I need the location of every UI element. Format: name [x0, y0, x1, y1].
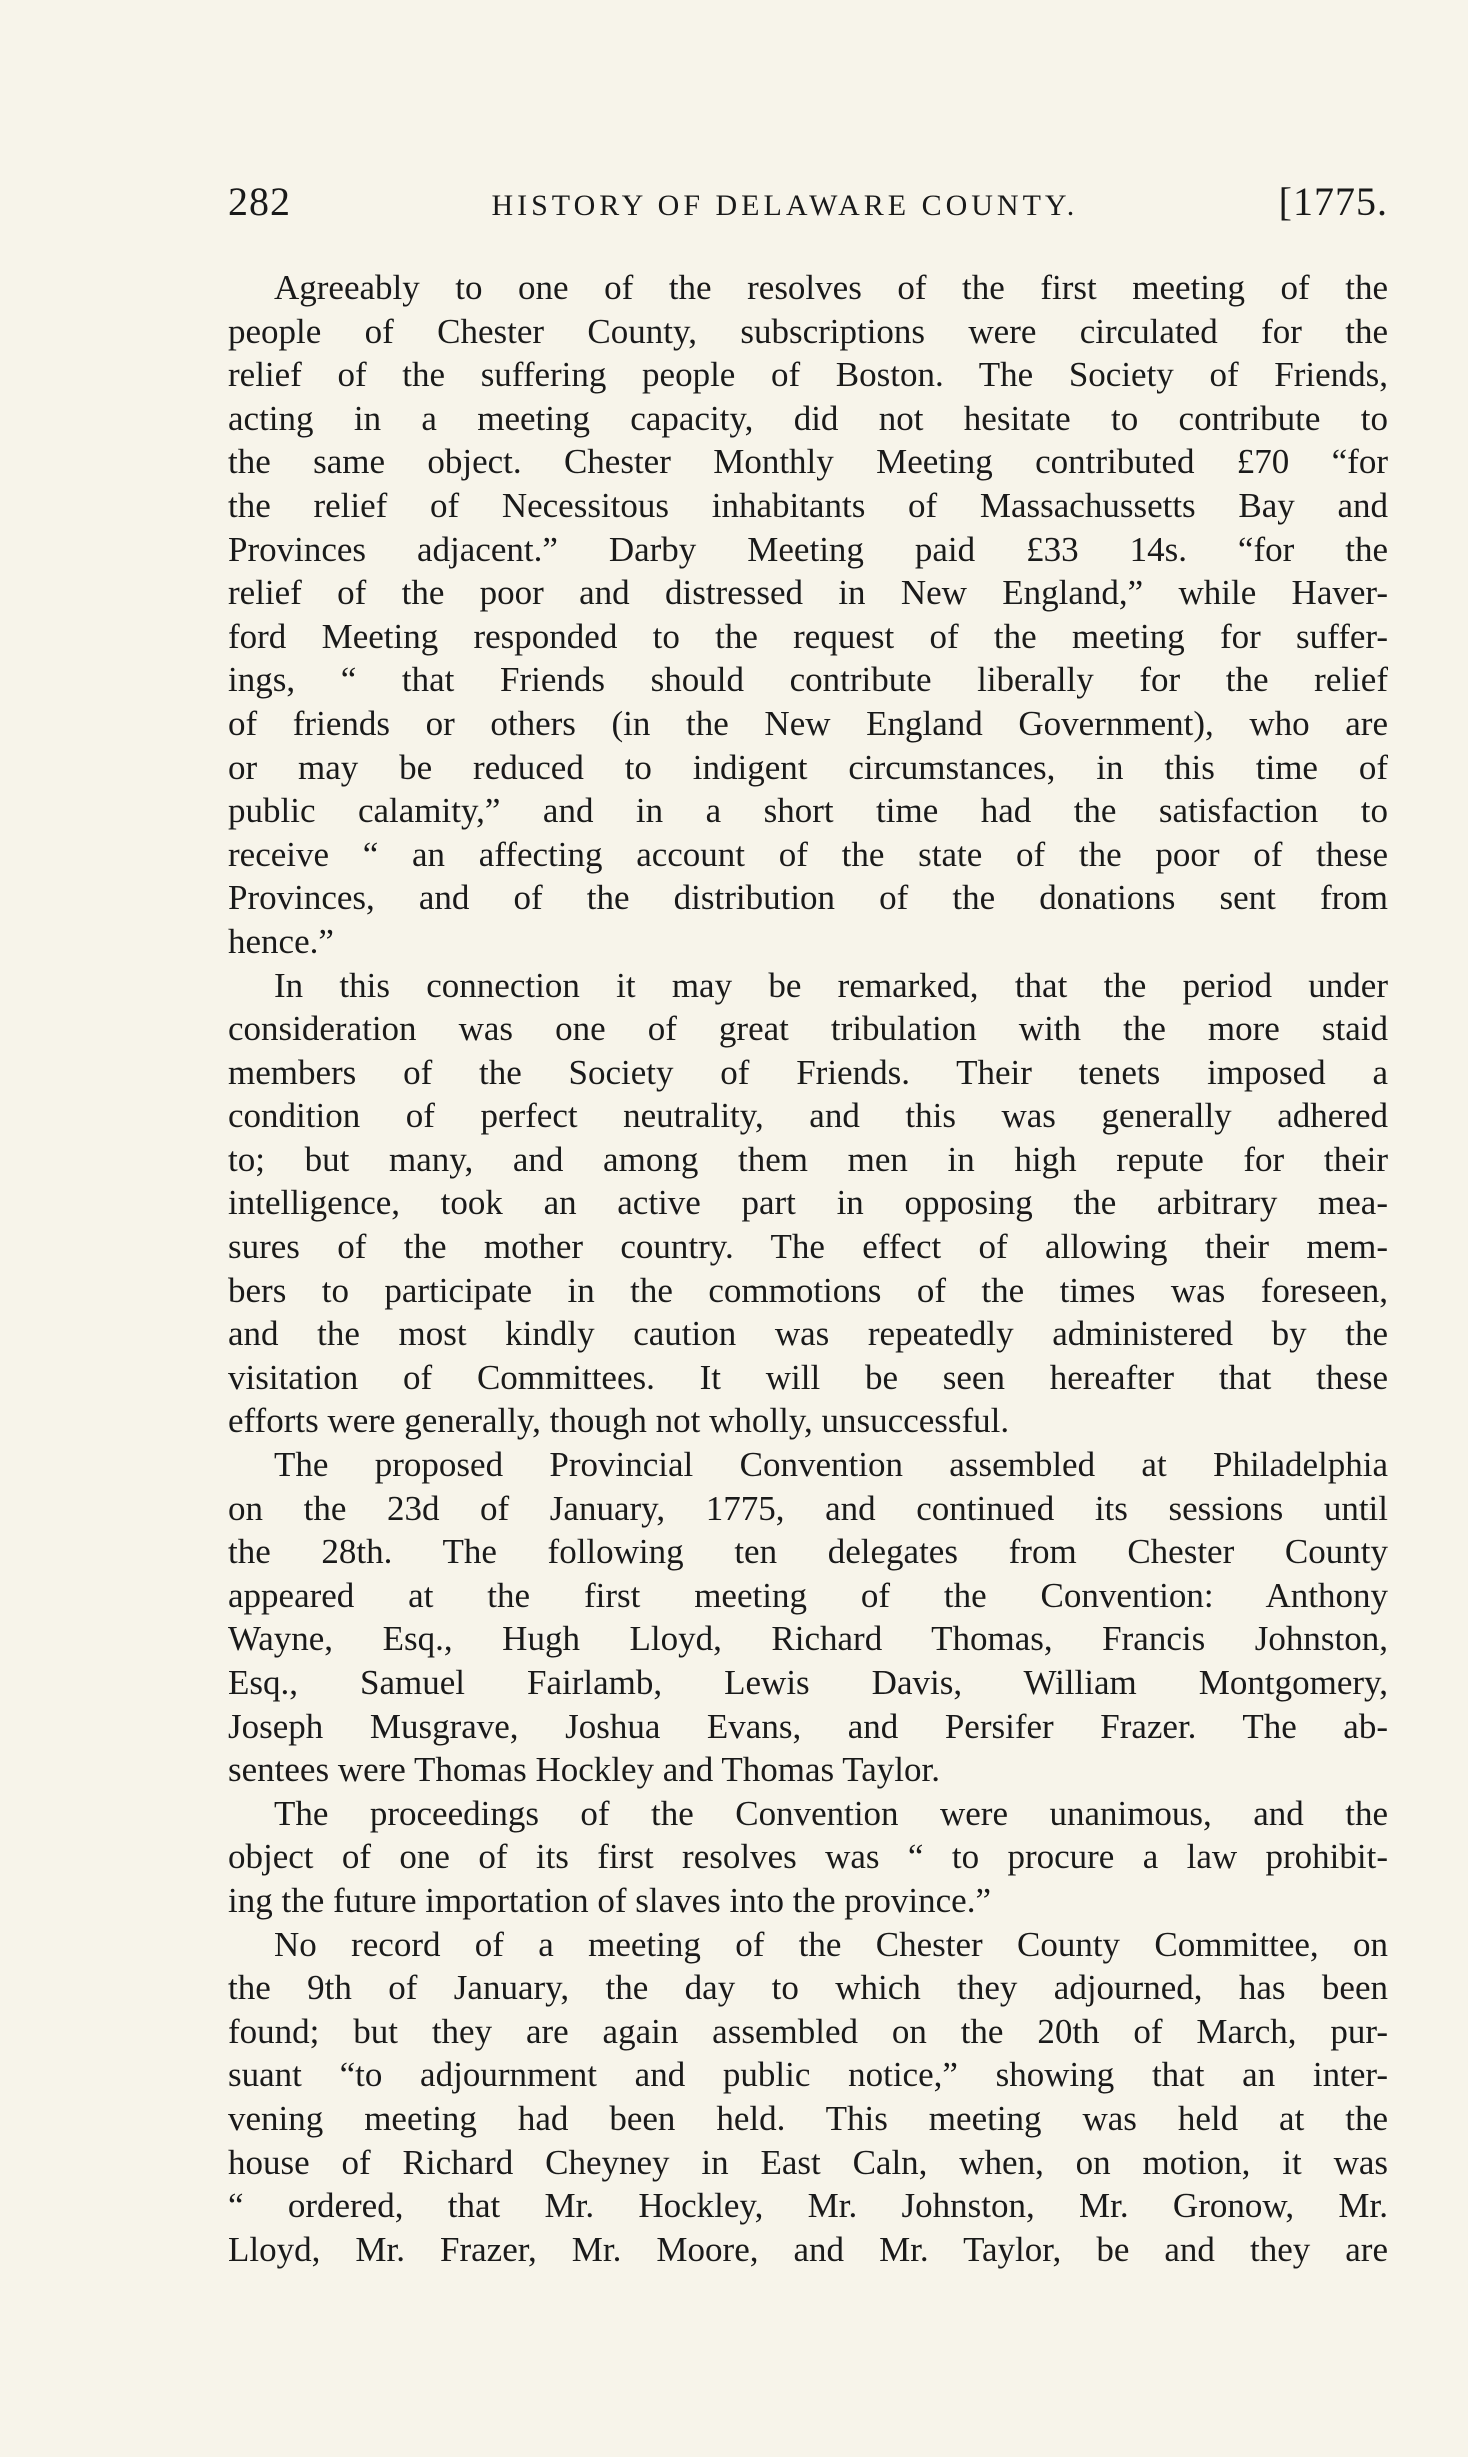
- text-line: ing the future importation of slaves into the province.”: [228, 1880, 991, 1920]
- text-line: Provinces adjacent.” Darby Meeting paid £33 14s. “for the: [228, 529, 1388, 569]
- text-line: the same object. Chester Monthly Meeting contributed £70 “for: [228, 442, 1388, 482]
- text-line: relief of the suffering people of Boston. The Society of Friends,: [228, 355, 1388, 395]
- text-line: the relief of Necessitous inhabitants of Massachussetts Bay and: [228, 485, 1388, 525]
- text-line: The proposed Provincial Convention assembled at Philadelphia: [274, 1445, 1388, 1485]
- text-line: bers to participate in the commotions of the times was foreseen,: [228, 1270, 1388, 1310]
- text-line: the 28th. The following ten delegates from Chester County: [228, 1532, 1388, 1572]
- header-title: HISTORY OF DELAWARE COUNTY.: [491, 189, 1079, 222]
- text-line: “ ordered, that Mr. Hockley, Mr. Johnston, Mr. Gronow, Mr.: [228, 2186, 1388, 2226]
- text-line: condition of perfect neutrality, and this was generally adhered: [228, 1096, 1388, 1136]
- text-line: Agreeably to one of the resolves of the first meeting of the: [274, 268, 1388, 307]
- text-line: relief of the poor and distressed in New England,” while Haver-: [228, 573, 1388, 613]
- text-line: and the most kindly caution was repeatedly administered by the: [228, 1314, 1388, 1354]
- text-line: house of Richard Cheyney in East Caln, when, on motion, it was: [228, 2142, 1388, 2182]
- text-line: In this connection it may be remarked, that the period under: [274, 965, 1388, 1005]
- text-line: intelligence, took an active part in opposing the arbitrary mea-: [228, 1183, 1388, 1223]
- text-line: Joseph Musgrave, Joshua Evans, and Persifer Frazer. The ab-: [228, 1706, 1388, 1746]
- text-line: Provinces, and of the distribution of the donations sent from: [228, 878, 1388, 918]
- text-line: Wayne, Esq., Hugh Lloyd, Richard Thomas, Francis Johnston,: [228, 1619, 1388, 1659]
- text-line: of friends or others (in the New England Government), who are: [228, 703, 1388, 743]
- text-line: hence.”: [228, 921, 334, 961]
- text-line: Lloyd, Mr. Frazer, Mr. Moore, and Mr. Taylor, be and they are: [228, 2229, 1388, 2269]
- text-line: on the 23d of January, 1775, and continued its sessions until: [228, 1488, 1388, 1528]
- text-line: public calamity,” and in a short time had the satisfaction to: [228, 791, 1388, 831]
- header-year: [1775.: [1278, 179, 1388, 224]
- text-line: No record of a meeting of the Chester County Committee, on: [274, 1924, 1388, 1964]
- text-line: people of Chester County, subscriptions were circulated for the: [228, 311, 1388, 351]
- text-line: receive “ an affecting account of the state of the poor of these: [228, 834, 1388, 874]
- page-number: 282: [228, 179, 291, 224]
- body-text: [228, 266, 1388, 2271]
- text-line: members of the Society of Friends. Their tenets imposed a: [228, 1052, 1388, 1092]
- text-line: ings, “ that Friends should contribute liberally for the relief: [228, 660, 1388, 700]
- text-line: visitation of Committees. It will be seen hereafter that these: [228, 1357, 1388, 1397]
- text-line: or may be reduced to indigent circumstances, in this time of: [228, 747, 1388, 787]
- text-line: the 9th of January, the day to which they adjourned, has been: [228, 1968, 1388, 2008]
- text-line: sures of the mother country. The effect of allowing their mem-: [228, 1227, 1388, 1267]
- text-line: Esq., Samuel Fairlamb, Lewis Davis, William Montgomery,: [228, 1663, 1388, 1702]
- text-line: consideration was one of great tribulation with the more staid: [228, 1009, 1388, 1049]
- text-line: ford Meeting responded to the request of the meeting for suffer-: [228, 616, 1388, 656]
- text-line: appeared at the first meeting of the Convention: Anthony: [228, 1575, 1388, 1615]
- text-line: to; but many, and among them men in high repute for their: [228, 1139, 1388, 1179]
- text-line: sentees were Thomas Hockley and Thomas Taylor.: [228, 1750, 940, 1790]
- text-line: suant “to adjournment and public notice,” showing that an inter-: [228, 2055, 1388, 2095]
- text-line: found; but they are again assembled on the 20th of March, pur-: [228, 2011, 1388, 2051]
- running-head: [228, 178, 1388, 228]
- text-line: efforts were generally, though not wholly, unsuccessful.: [228, 1401, 1010, 1441]
- text-line: acting in a meeting capacity, did not hesitate to contribute to: [228, 398, 1388, 438]
- text-line: object of one of its first resolves was “ to procure a law prohibit-: [228, 1837, 1388, 1877]
- text-line: vening meeting had been held. This meeting was held at the: [228, 2098, 1388, 2138]
- text-line: The proceedings of the Convention were unanimous, and the: [274, 1793, 1388, 1833]
